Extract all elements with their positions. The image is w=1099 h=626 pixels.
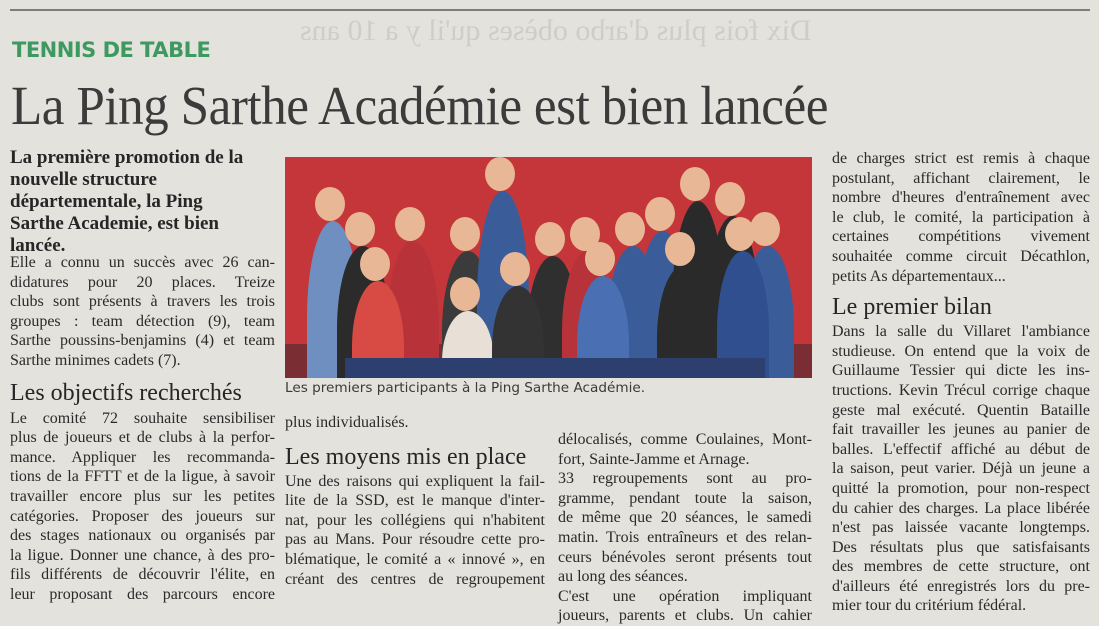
text-line: groupes : team détection (9), team	[10, 312, 275, 330]
photo-person-head	[485, 157, 515, 191]
text-line: C'est une opération impliquant	[558, 587, 812, 605]
top-rule	[10, 9, 1090, 11]
photo-person-head	[450, 217, 480, 251]
text-line: certaines compétitions vivement	[832, 228, 1090, 246]
text-line: petits As départementaux...	[832, 267, 1006, 285]
text-line: quitté la promotion, pour non-respect	[832, 479, 1090, 497]
column-3	[558, 430, 812, 626]
photo-person-head	[645, 197, 675, 231]
text-line: la saison, peut varier. Déjà un jeune a	[832, 460, 1090, 478]
paragraph	[558, 430, 812, 469]
text-line: didatures pour 20 places. Treize	[10, 273, 275, 291]
photo-person-head	[315, 187, 345, 221]
paragraph	[558, 587, 812, 626]
text-line: matin. Trois entraîneurs et des relan-	[558, 528, 812, 546]
paragraph	[285, 413, 545, 433]
text-line: Sarthe minimes cadets (7).	[10, 351, 181, 369]
text-line: mier tour du critérium fédéral.	[832, 597, 1027, 615]
text-line: pas au Mans. Pour résoudre cette pro-	[285, 531, 545, 549]
text-line: plus individualisés.	[285, 414, 409, 431]
text-line: nouvelle structure	[10, 169, 157, 190]
text-line: des stages nationaux ou organisés par	[10, 527, 275, 545]
text-line: Dans la salle du Villaret l'ambiance	[832, 323, 1090, 341]
section-kicker: TENNIS DE TABLE	[12, 38, 211, 62]
photo-person-head	[665, 232, 695, 266]
text-line: tructions. Kevin Trécul corrige chaque	[832, 381, 1090, 399]
text-line: Guillaume Tessier qui dicte les ins-	[832, 362, 1090, 380]
column-1	[10, 253, 275, 605]
text-line: du cahier des charges. La place libérée	[832, 499, 1090, 517]
text-line: nat, pour les collégiens qui n'habitent	[285, 511, 545, 529]
text-line: départementale, la Ping	[10, 191, 203, 212]
text-line: la ligue. Donner une chance, à des pro-	[10, 546, 275, 564]
photo-person-head	[535, 222, 565, 256]
text-line: lite de la SSD, est le manque d'inter-	[285, 492, 545, 510]
text-line: tions de la FFTT et de la ligue, à savoir	[10, 468, 275, 486]
paragraph	[285, 472, 545, 590]
text-line: souhaitée comme circuit Décathlon,	[832, 247, 1090, 265]
text-line: lancée.	[10, 235, 66, 256]
text-line: des membres de cette structure, ont	[832, 558, 1090, 576]
photo-person-head	[345, 212, 375, 246]
text-line: gramme, pendant toute la saison,	[558, 489, 812, 507]
text-line: n'est pas laissée vacante longtemps.	[832, 519, 1090, 537]
paragraph	[10, 147, 275, 257]
text-line: clubs sont présents à travers les trois	[10, 293, 275, 311]
text-line: nombre d'heures d'entraînement avec	[832, 189, 1090, 207]
paragraph	[832, 149, 1090, 286]
photo-person-head	[715, 182, 745, 216]
photo-person-head	[725, 217, 755, 251]
photo-person-head	[615, 212, 645, 246]
text-line: Sarthe Academie, est bien	[10, 213, 219, 234]
text-line: travailler encore plus sur les petites	[10, 487, 275, 505]
text-line: La première promotion de la	[10, 147, 244, 168]
text-line: Le comité 72 souhaite sensibiliser	[10, 409, 275, 427]
text-line: ceurs bénévoles seront présents tout	[558, 548, 812, 566]
photo-person-head	[500, 252, 530, 286]
text-line: plus de joueurs et de clubs à la perfor-	[10, 429, 275, 447]
text-line: postulant, affichant clairement, le	[832, 169, 1090, 187]
column-4	[832, 149, 1090, 616]
photo-person-head	[680, 167, 710, 201]
photo-caption: Les premiers participants à la Ping Sarthe Académie.	[285, 380, 646, 396]
article-title: La Ping Sarthe Académie est bien lancée	[11, 75, 829, 136]
text-line: Sarthe poussins-benjamins (4) et team	[10, 332, 275, 350]
text-line: créant des centres de regroupement	[285, 570, 545, 588]
subheading-moyens: Les moyens mis en place	[285, 443, 527, 470]
text-line: Une des raisons qui expliquent la fail-	[285, 472, 545, 490]
paragraph	[832, 322, 1090, 616]
column-2	[285, 413, 545, 589]
text-line: catégories. Proposer des joueurs sur	[10, 507, 275, 525]
text-line: délocalisés, comme Coulaines, Mont-	[558, 431, 812, 448]
text-line: balles. L'effectif affiché au début de	[832, 440, 1090, 458]
text-line: studieuse. On entend que la voix de	[832, 342, 1090, 360]
show-through-text: Dix fois plus d'arbo obèses qu'il y a 10 ans	[300, 14, 812, 47]
paragraph	[558, 469, 812, 587]
text-line: blématique, le comité a « innové », en	[285, 550, 545, 568]
text-line: d'ailleurs été enregistrés lors du pre-	[832, 577, 1090, 595]
text-line: mance. Appliquer les recommanda-	[10, 448, 275, 466]
photo-person-head	[585, 242, 615, 276]
text-line: fils différents de découvrir l'élite, en	[10, 566, 275, 584]
text-line: 33 regroupements sont au pro-	[558, 470, 812, 488]
article-lead	[10, 147, 275, 257]
text-line: Des résultats plus que satisfaisants	[832, 538, 1090, 556]
photo-ping-pong-table	[345, 358, 765, 378]
paragraph	[10, 253, 275, 371]
photo-person-head	[450, 277, 480, 311]
subheading-objectifs: Les objectifs recherchés	[10, 379, 242, 406]
text-line: au long des séances.	[558, 568, 688, 586]
photo-person-head	[395, 207, 425, 241]
subheading-bilan: Le premier bilan	[832, 294, 992, 321]
text-line: fort, Sainte-Jamme et Arnage.	[558, 450, 750, 468]
photo-person-head	[360, 247, 390, 281]
text-line: fait travailler les jeunes au panier de	[832, 421, 1090, 439]
text-line: le club, le comité, la participation à	[832, 208, 1090, 226]
text-line: joueurs, parents et clubs. Un cahier	[558, 607, 812, 625]
text-line: geste mal exécuté. Quentin Bataille	[832, 401, 1090, 419]
text-line: de même que 20 séances, le samedi	[558, 509, 812, 527]
paragraph	[10, 409, 275, 605]
team-photo	[285, 157, 812, 378]
text-line: leur proposant des parcours encore	[10, 585, 275, 603]
text-line: Elle a connu un succès avec 26 can-	[10, 254, 275, 271]
text-line: de charges strict est remis à chaque	[832, 150, 1090, 167]
